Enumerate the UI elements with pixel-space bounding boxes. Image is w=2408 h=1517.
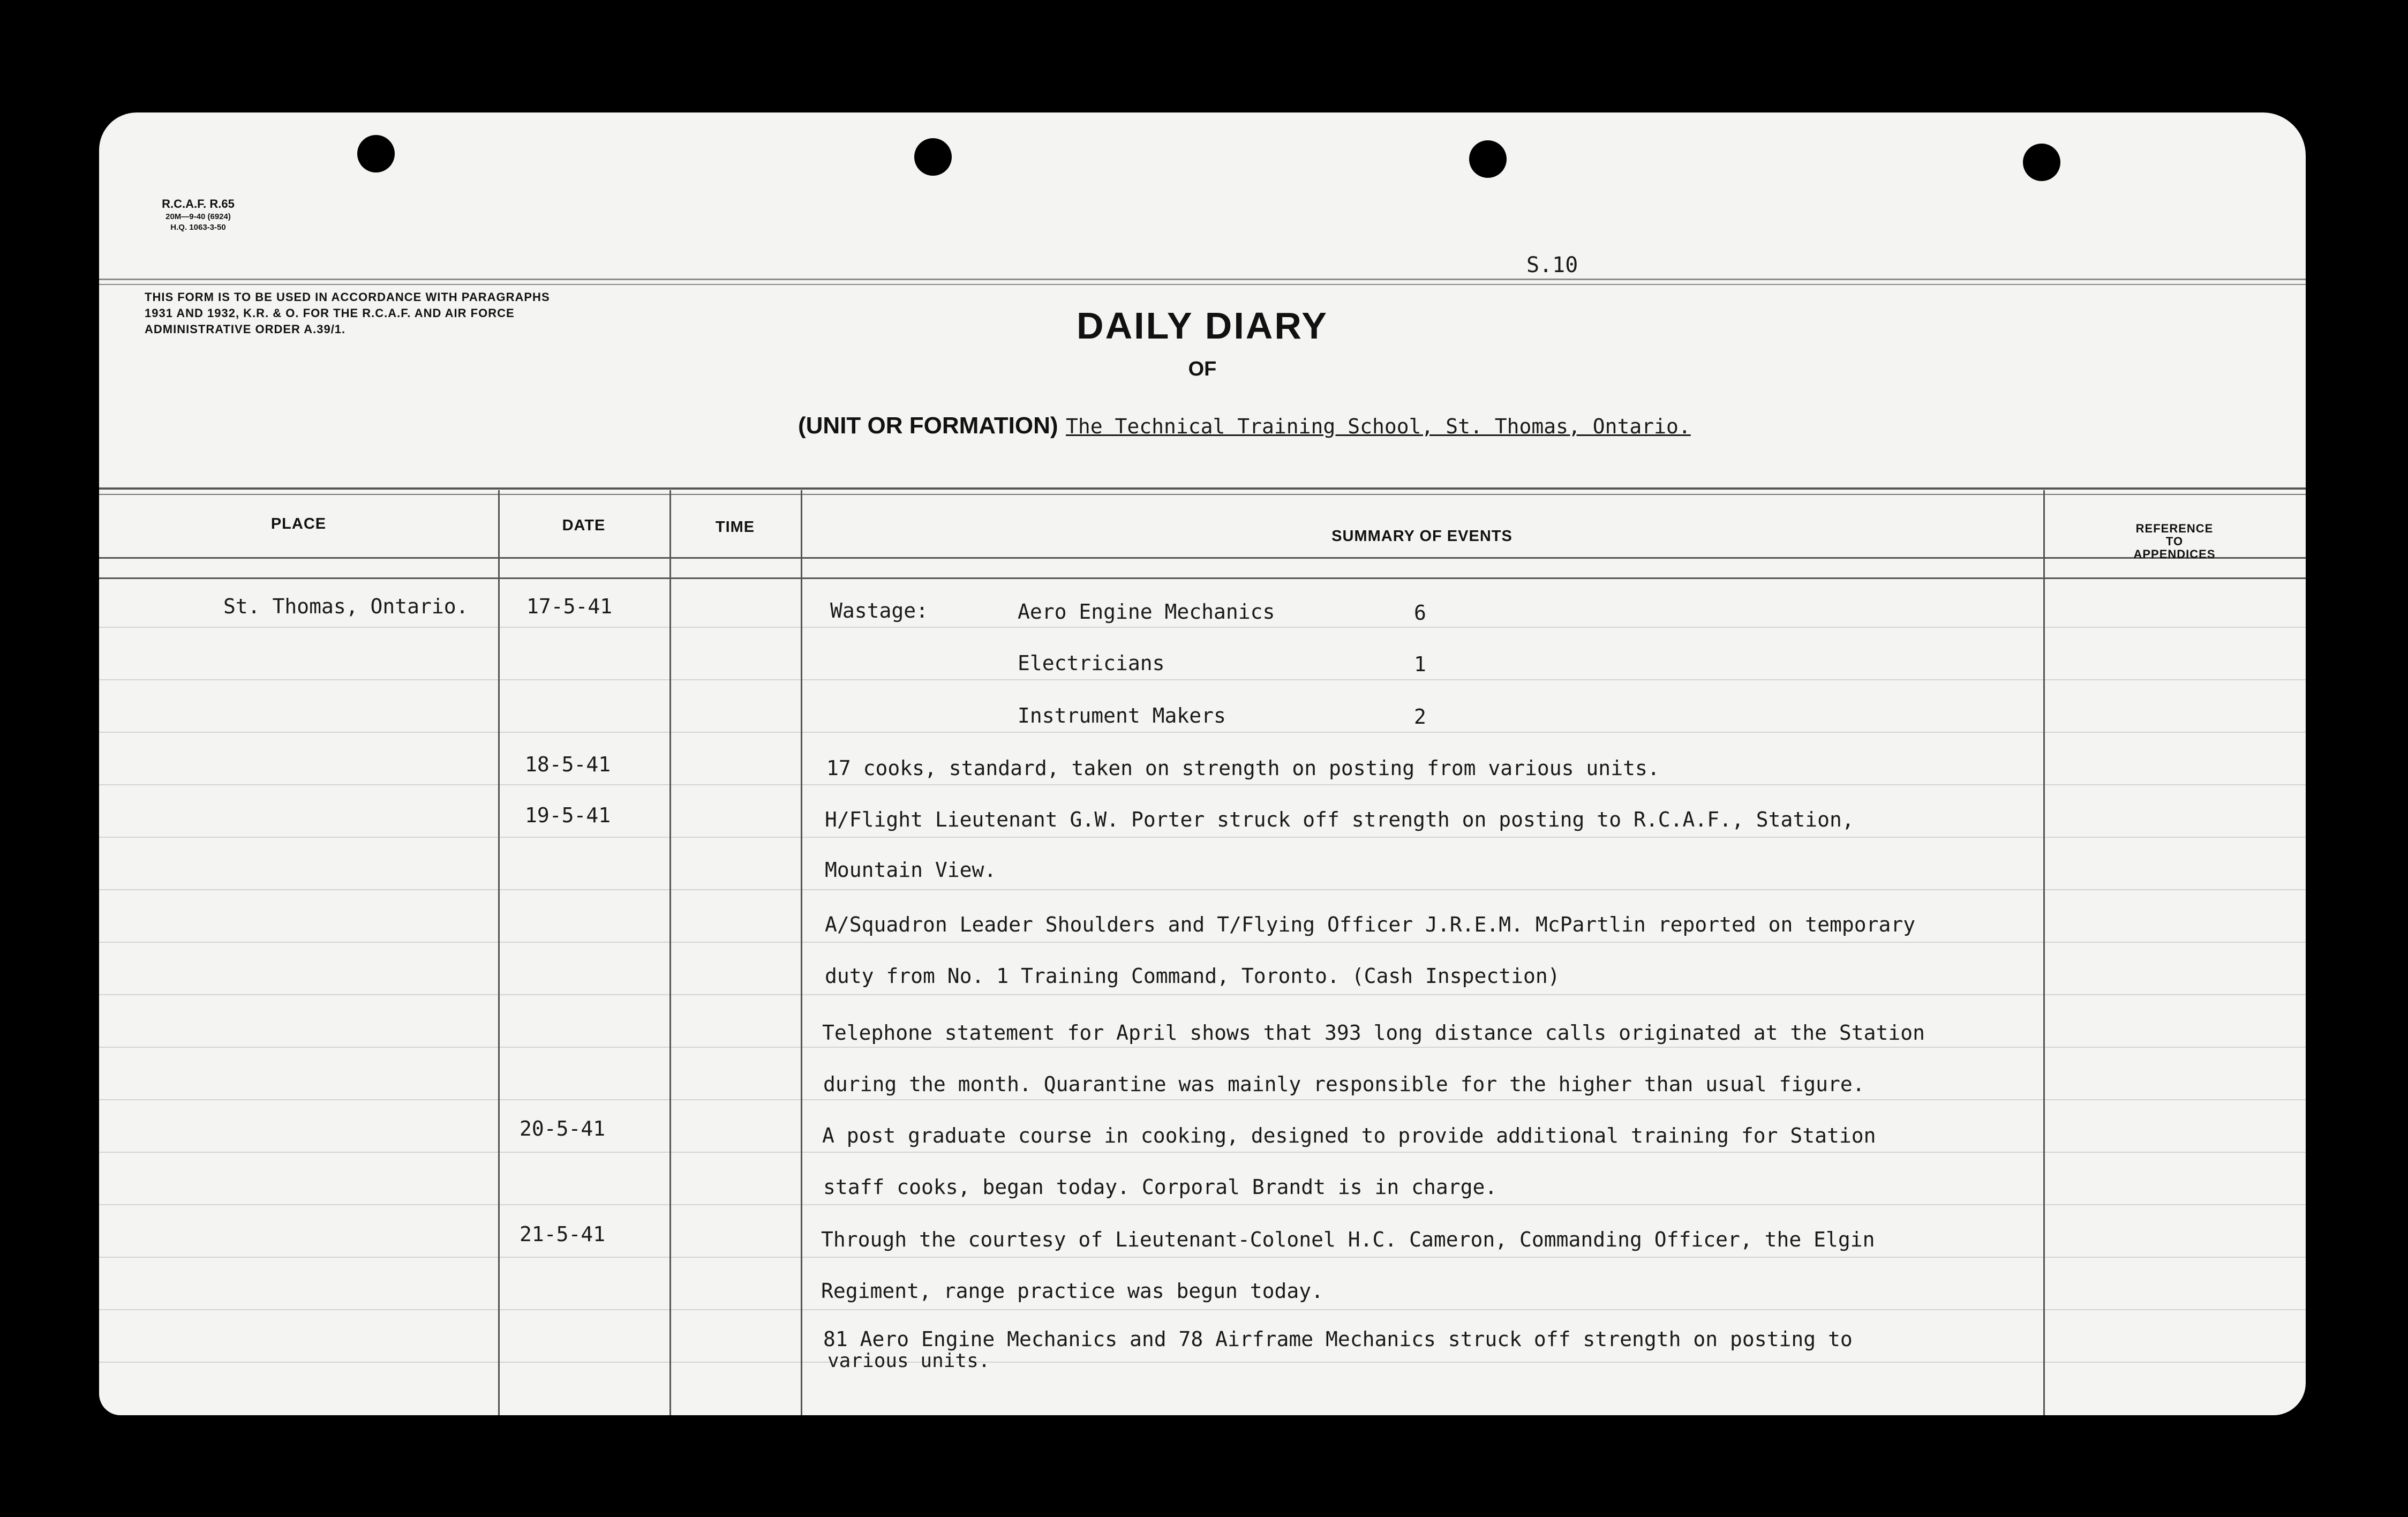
wastage-label: Wastage: [830, 599, 929, 622]
wastage-count: 2 [1414, 705, 1426, 729]
column-divider [801, 490, 802, 1415]
ruled-line [99, 942, 2306, 943]
form-print-line: H.Q. 1063-3-50 [170, 223, 226, 232]
entry-summary-line: duty from No. 1 Training Command, Toronto. (Cash Inspection) [825, 964, 1560, 988]
reference-line: TO [2165, 535, 2184, 548]
entry-date: 18-5-41 [525, 753, 611, 776]
wastage-trade: Aero Engine Mechanics [1018, 600, 1275, 624]
column-header-place: PLACE [270, 515, 327, 532]
entry-summary-line: Regiment, range practice was begun today. [821, 1279, 1323, 1303]
ruled-line [99, 1152, 2306, 1153]
ruled-line [99, 679, 2306, 680]
table-header-rule [99, 557, 2306, 559]
ruled-line [99, 889, 2306, 890]
form-code: R.C.A.F. R.65 [162, 197, 235, 211]
entry-summary-line: Through the courtesy of Lieutenant-Colonel H.C. Cameron, Commanding Officer, the Elgin [821, 1228, 1875, 1251]
ruled-line [99, 784, 2306, 785]
entry-summary-line: during the month. Quarantine was mainly responsible for the higher than usual figure. [823, 1072, 1865, 1096]
entry-summary-line: 17 cooks, standard, taken on strength on posting from various units. [826, 756, 1660, 780]
punch-hole [1469, 140, 1507, 178]
entry-summary-line: various units. [827, 1350, 990, 1372]
table-top-rule [99, 487, 2306, 490]
reference-line: REFERENCE [2135, 522, 2214, 535]
header-rule [99, 279, 2306, 280]
column-divider [2043, 490, 2045, 1415]
ruled-line [99, 1362, 2306, 1363]
diary-page [99, 112, 2306, 1415]
entry-summary-line: A/Squadron Leader Shoulders and T/Flying Officer J.R.E.M. McPartlin reported on temporary [825, 913, 1916, 936]
ruled-line [99, 732, 2306, 733]
wastage-trade: Electricians [1018, 651, 1165, 675]
column-header-time: TIME [715, 519, 755, 536]
ruled-line [99, 1309, 2306, 1310]
ruled-line [99, 994, 2306, 995]
unit-line [798, 412, 1691, 439]
column-header-reference [2043, 522, 2306, 561]
page-title-of: OF [1188, 358, 1217, 380]
entry-date: 20-5-41 [520, 1117, 606, 1140]
entry-place: St. Thomas, Ontario. [223, 595, 469, 618]
wastage-count: 1 [1414, 652, 1426, 676]
ruled-line [99, 1204, 2306, 1205]
column-header-date: DATE [562, 517, 606, 534]
form-print-line: 20M—9-40 (6924) [165, 212, 231, 221]
entry-summary-line: H/Flight Lieutenant G.W. Porter struck off strength on posting to R.C.A.F., Station, [825, 808, 1854, 831]
ruled-line [99, 1257, 2306, 1258]
unit-value: The Technical Training School, St. Thomas, Ontario. [1066, 415, 1691, 438]
punch-hole [2023, 144, 2060, 181]
form-notice: THIS FORM IS TO BE USED IN ACCORDANCE WITH PARAGRAPHS 1931 AND 1932, K.R. & O. FOR THE R.C.A.F. AND AIR FORCE ADMINISTRATIVE ORDER A.39/1. [145, 290, 550, 336]
entry-date: 19-5-41 [525, 803, 611, 827]
column-header-summary: SUMMARY OF EVENTS [1331, 528, 1512, 545]
page-title: DAILY DIARY [1077, 305, 1328, 347]
unit-label: (UNIT OR FORMATION) [798, 412, 1058, 439]
ruled-line [99, 837, 2306, 838]
header-rule [99, 284, 2306, 285]
punch-hole [357, 135, 395, 172]
wastage-count: 6 [1414, 601, 1426, 625]
ruled-line [99, 627, 2306, 628]
column-divider [669, 490, 671, 1415]
wastage-trade: Instrument Makers [1018, 704, 1226, 727]
entry-summary-line: staff cooks, began today. Corporal Brandt is in charge. [823, 1175, 1498, 1199]
column-divider [498, 490, 500, 1415]
ruled-line [99, 1099, 2306, 1100]
page-number: S.10 [1526, 253, 1578, 277]
punch-hole [914, 138, 952, 176]
ruled-line [99, 1047, 2306, 1048]
entry-summary-line: 81 Aero Engine Mechanics and 78 Airframe Mechanics struck off strength on posting to [823, 1327, 1853, 1351]
entry-date: 21-5-41 [520, 1222, 606, 1246]
table-top-rule [99, 494, 2306, 495]
table-header-rule [99, 577, 2306, 579]
entry-summary-line: Mountain View. [825, 858, 997, 882]
entry-summary-line: Telephone statement for April shows that 393 long distance calls originated at the Station [822, 1021, 1925, 1045]
entry-date: 17-5-41 [526, 595, 613, 618]
entry-summary-line: A post graduate course in cooking, designed to provide additional training for Station [822, 1124, 1876, 1147]
reference-line: APPENDICES [2133, 547, 2216, 561]
